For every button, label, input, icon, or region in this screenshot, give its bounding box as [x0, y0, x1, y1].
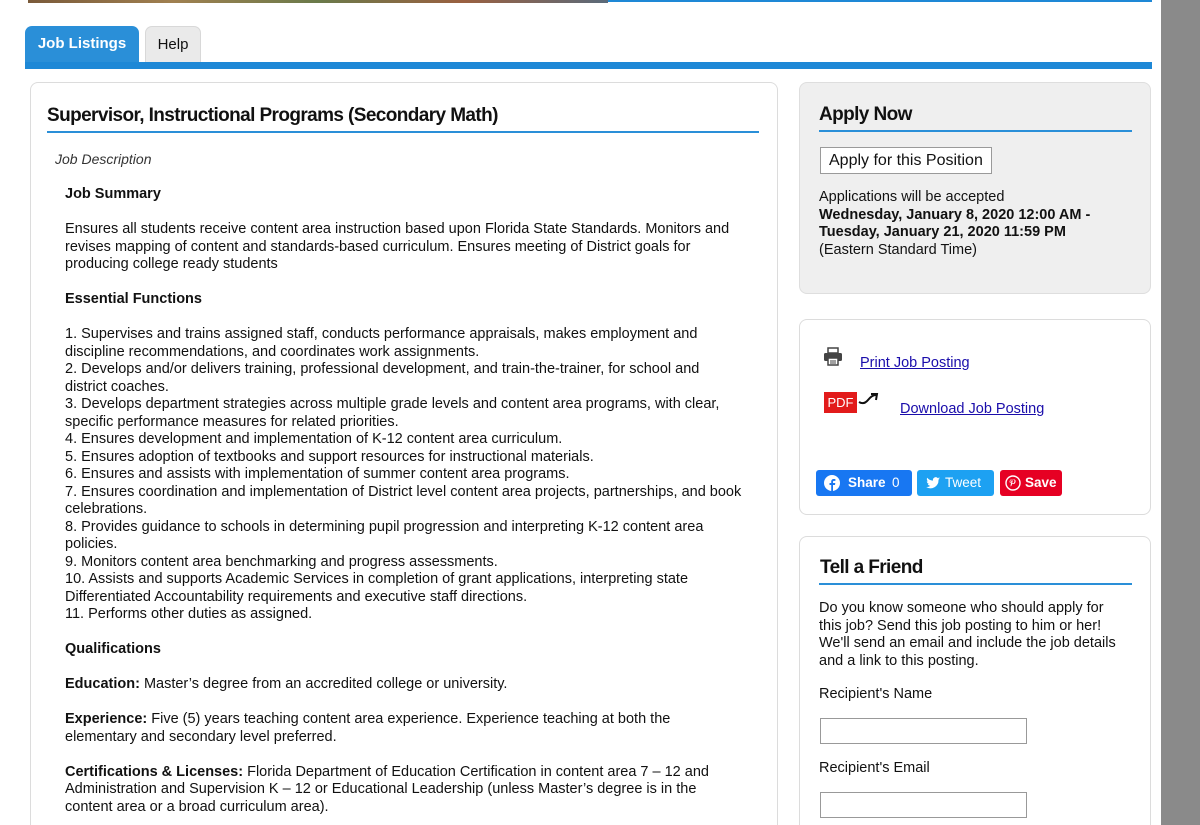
- recipient-email-label: Recipient's Email: [819, 760, 930, 776]
- tell-a-friend-divider: [819, 583, 1132, 585]
- list-item: 7. Ensures coordination and implementation of District level content area projects, partnerships, and book celebrations.: [65, 483, 742, 517]
- title-divider: [47, 131, 759, 133]
- posting-tools-panel: [799, 319, 1151, 515]
- section-heading: Qualifications: [65, 641, 161, 657]
- experience-requirement: [65, 711, 745, 746]
- recipient-name-input[interactable]: [820, 718, 1027, 744]
- apply-panel: [799, 82, 1151, 294]
- download-job-posting-link[interactable]: Download Job Posting: [900, 401, 1045, 417]
- list-item: 3. Develops department strategies across multiple grade levels and content area programs, with clear, specific performance measures for related priorities.: [65, 396, 720, 430]
- tab-help[interactable]: Help: [145, 26, 201, 62]
- window-scrollbar-gutter[interactable]: [1161, 0, 1200, 825]
- twitter-tweet-button[interactable]: [917, 470, 994, 496]
- facebook-share-label: Share: [848, 475, 886, 490]
- accepted-text: Applications will be accepted: [819, 189, 1005, 205]
- facebook-icon: [824, 475, 840, 491]
- print-job-posting-link[interactable]: Print Job Posting: [860, 355, 970, 371]
- pdf-badge: PDF: [824, 392, 857, 413]
- certifications-label: Certifications & Licenses:: [65, 763, 244, 780]
- printer-icon[interactable]: [822, 347, 844, 367]
- list-item: 4. Ensures development and implementation of K-12 content area curriculum.: [65, 431, 563, 447]
- tell-a-friend-description: Do you know someone who should apply for this job? Send this job posting to him or her! We'll send an email and include the job details and a link to this posting.: [819, 600, 1116, 669]
- list-item: 6. Ensures and assists with implementation of summer content area programs.: [65, 466, 570, 482]
- education-label: Education:: [65, 676, 140, 692]
- twitter-icon: [925, 475, 941, 491]
- experience-text: Five (5) years teaching content area experience. Experience teaching at both the elementary and secondary level preferred.: [65, 711, 671, 745]
- apply-divider: [819, 130, 1132, 132]
- list-item: 5. Ensures adoption of textbooks and support resources for instructional materials.: [65, 448, 594, 465]
- list-item: 11. Performs other duties as assigned.: [65, 606, 313, 622]
- experience-label: Experience:: [65, 711, 148, 727]
- list-item: 9. Monitors content area benchmarking and progress assessments.: [65, 553, 498, 570]
- header-banner: [28, 0, 608, 3]
- start-date: Wednesday, January 8, 2020 12:00 AM -: [819, 206, 1091, 223]
- list-item: 10. Assists and supports Academic Services in completion of grant applications, interpreting state Differentiated Accountability requirements and executive staff directions.: [65, 571, 689, 605]
- recipient-name-label: Recipient's Name: [819, 686, 933, 702]
- section-heading: Essential Functions: [65, 291, 202, 307]
- list-item: 1. Supervises and trains assigned staff, conducts performance appraisals, makes employment and discipline recommendations, and coordinates work assignments.: [65, 326, 698, 360]
- tell-a-friend-panel: [799, 536, 1151, 825]
- job-summary-text: Ensures all students receive content area instruction based upon Florida State Standards. Monitors and revises mapping of content and standards-based curriculum. Ensures meeting of District goals for producing college ready students: [65, 221, 730, 272]
- application-dates: [819, 189, 1139, 259]
- education-text: Master’s degree from an accredited college or university.: [139, 676, 508, 692]
- apply-title: Apply Now: [819, 104, 912, 125]
- job-description: [65, 186, 745, 816]
- export-arrow-icon: [857, 392, 879, 406]
- apply-button[interactable]: Apply for this Position: [820, 147, 992, 174]
- pinterest-save-button[interactable]: [1000, 470, 1062, 496]
- end-date: Tuesday, January 21, 2020 11:59 PM: [819, 224, 1066, 240]
- pdf-icon[interactable]: [824, 390, 860, 416]
- job-description-label: Job Description: [55, 151, 152, 167]
- facebook-share-button[interactable]: [816, 470, 912, 496]
- pinterest-save-label: Save: [1025, 475, 1057, 490]
- timezone: (Eastern Standard Time): [819, 241, 977, 258]
- header-divider: [608, 0, 1152, 2]
- recipient-email-input[interactable]: [820, 792, 1027, 818]
- pinterest-icon: [1005, 475, 1021, 491]
- education-requirement: [65, 676, 745, 694]
- tab-job-listings[interactable]: Job Listings: [25, 26, 139, 62]
- page-title: Supervisor, Instructional Programs (Secondary Math): [47, 105, 498, 126]
- list-item: 2. Develops and/or delivers training, professional development, and train-the-trainer, for school and district coaches.: [65, 361, 700, 395]
- section-heading: Job Summary: [65, 186, 161, 202]
- twitter-tweet-label: Tweet: [945, 475, 982, 490]
- tell-a-friend-title: Tell a Friend: [820, 557, 923, 578]
- job-detail-panel: [30, 82, 778, 825]
- certifications-text: Florida Department of Education Certification in content area 7 – 12 and Administration and Supervision K – 12 or Educational Leadership (unless Master’s degree is in the content area or a broad curriculum area).: [65, 763, 709, 815]
- facebook-share-count: 0: [892, 475, 900, 490]
- tab-underline: [25, 62, 1152, 69]
- certification-requirement: [65, 764, 745, 817]
- list-item: 8. Provides guidance to schools in determining pupil progression and interpreting K-12 content area policies.: [65, 518, 704, 552]
